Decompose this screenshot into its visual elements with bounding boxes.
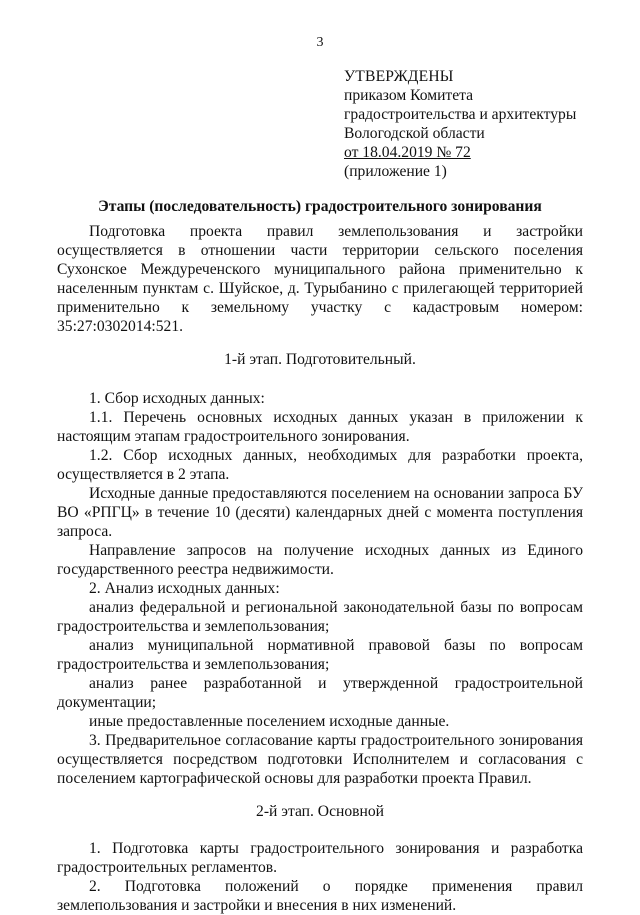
stage-1-paragraph: 1. Сбор исходных данных: [89,390,265,407]
stage-1-heading: 1-й этап. Подготовительный. [224,351,416,368]
approval-annex-label: (приложение 1) [344,163,447,180]
stage-1-paragraph: 2. Анализ исходных данных: [89,580,280,597]
stage-1-paragraph: 1.2. Сбор исходных данных, необходимых для разработки проекта, осуществляется в 2 этапа. [57,447,583,483]
stage-2-paragraph: 1. Подготовка карты градостроительного зонирования и разработка градостроительных регламентов. [57,840,583,876]
stage-1-paragraph: Направление запросов на получение исходных данных из Единого государственного реестра недвижимости. [57,542,583,578]
approval-date-number: от 18.04.2019 № 72 [344,144,471,161]
stage-1-paragraph: 1.1. Перечень основных исходных данных указан в приложении к настоящим этапам градостроительного зонирования. [57,409,583,445]
approval-block [344,67,576,181]
document-body [57,197,583,915]
stage-1-paragraph: иные предоставленные поселением исходные данные. [89,713,450,730]
page-number: 3 [316,35,324,50]
intro-paragraph: Подготовка проекта правил землепользования и застройки осуществляется в отношении части территории сельского поселения Сухонское Междуреченского муниципального района применительно к населенным пунктам с. Шуйское, д. Турыбанино с прилегающей территорией применительно к земельному участку с кадастровым номером: 35:27:0302014:521. [57,223,583,335]
stage-1-paragraph: анализ ранее разработанной и утвержденной градостроительной документации; [57,675,583,711]
stage-2-heading: 2-й этап. Основной [256,803,384,820]
approval-order-line: приказом Комитета [344,87,474,104]
document-title: Этапы (последовательность) градостроительного зонирования [98,198,542,215]
stage-1-paragraph: 3. Предварительное согласование карты градостроительного зонирования осуществляется посредством подготовки Исполнителем и согласования с поселением картографической основы для разработки проекта Правил. [57,732,583,787]
approval-heading: УТВЕРЖДЕНЫ [344,68,454,85]
approval-region-line: Вологодской области [344,125,485,142]
stage-1-paragraph: Исходные данные предоставляются поселением на основании запроса БУ ВО «РПГЦ» в течение 10 (десяти) календарных дней с момента поступления запроса. [57,485,583,540]
stage-1-paragraph: анализ федеральной и региональной законодательной базы по вопросам градостроительства и землепользования; [57,599,583,635]
stage-1-paragraph: анализ муниципальной нормативной правовой базы по вопросам градостроительства и землепользования; [57,637,583,673]
stage-2-paragraph: 2. Подготовка положений о порядке применения правил землепользования и застройки и внесения в них изменений. [57,878,583,914]
approval-committee-line: градостроительства и архитектуры [344,106,577,123]
